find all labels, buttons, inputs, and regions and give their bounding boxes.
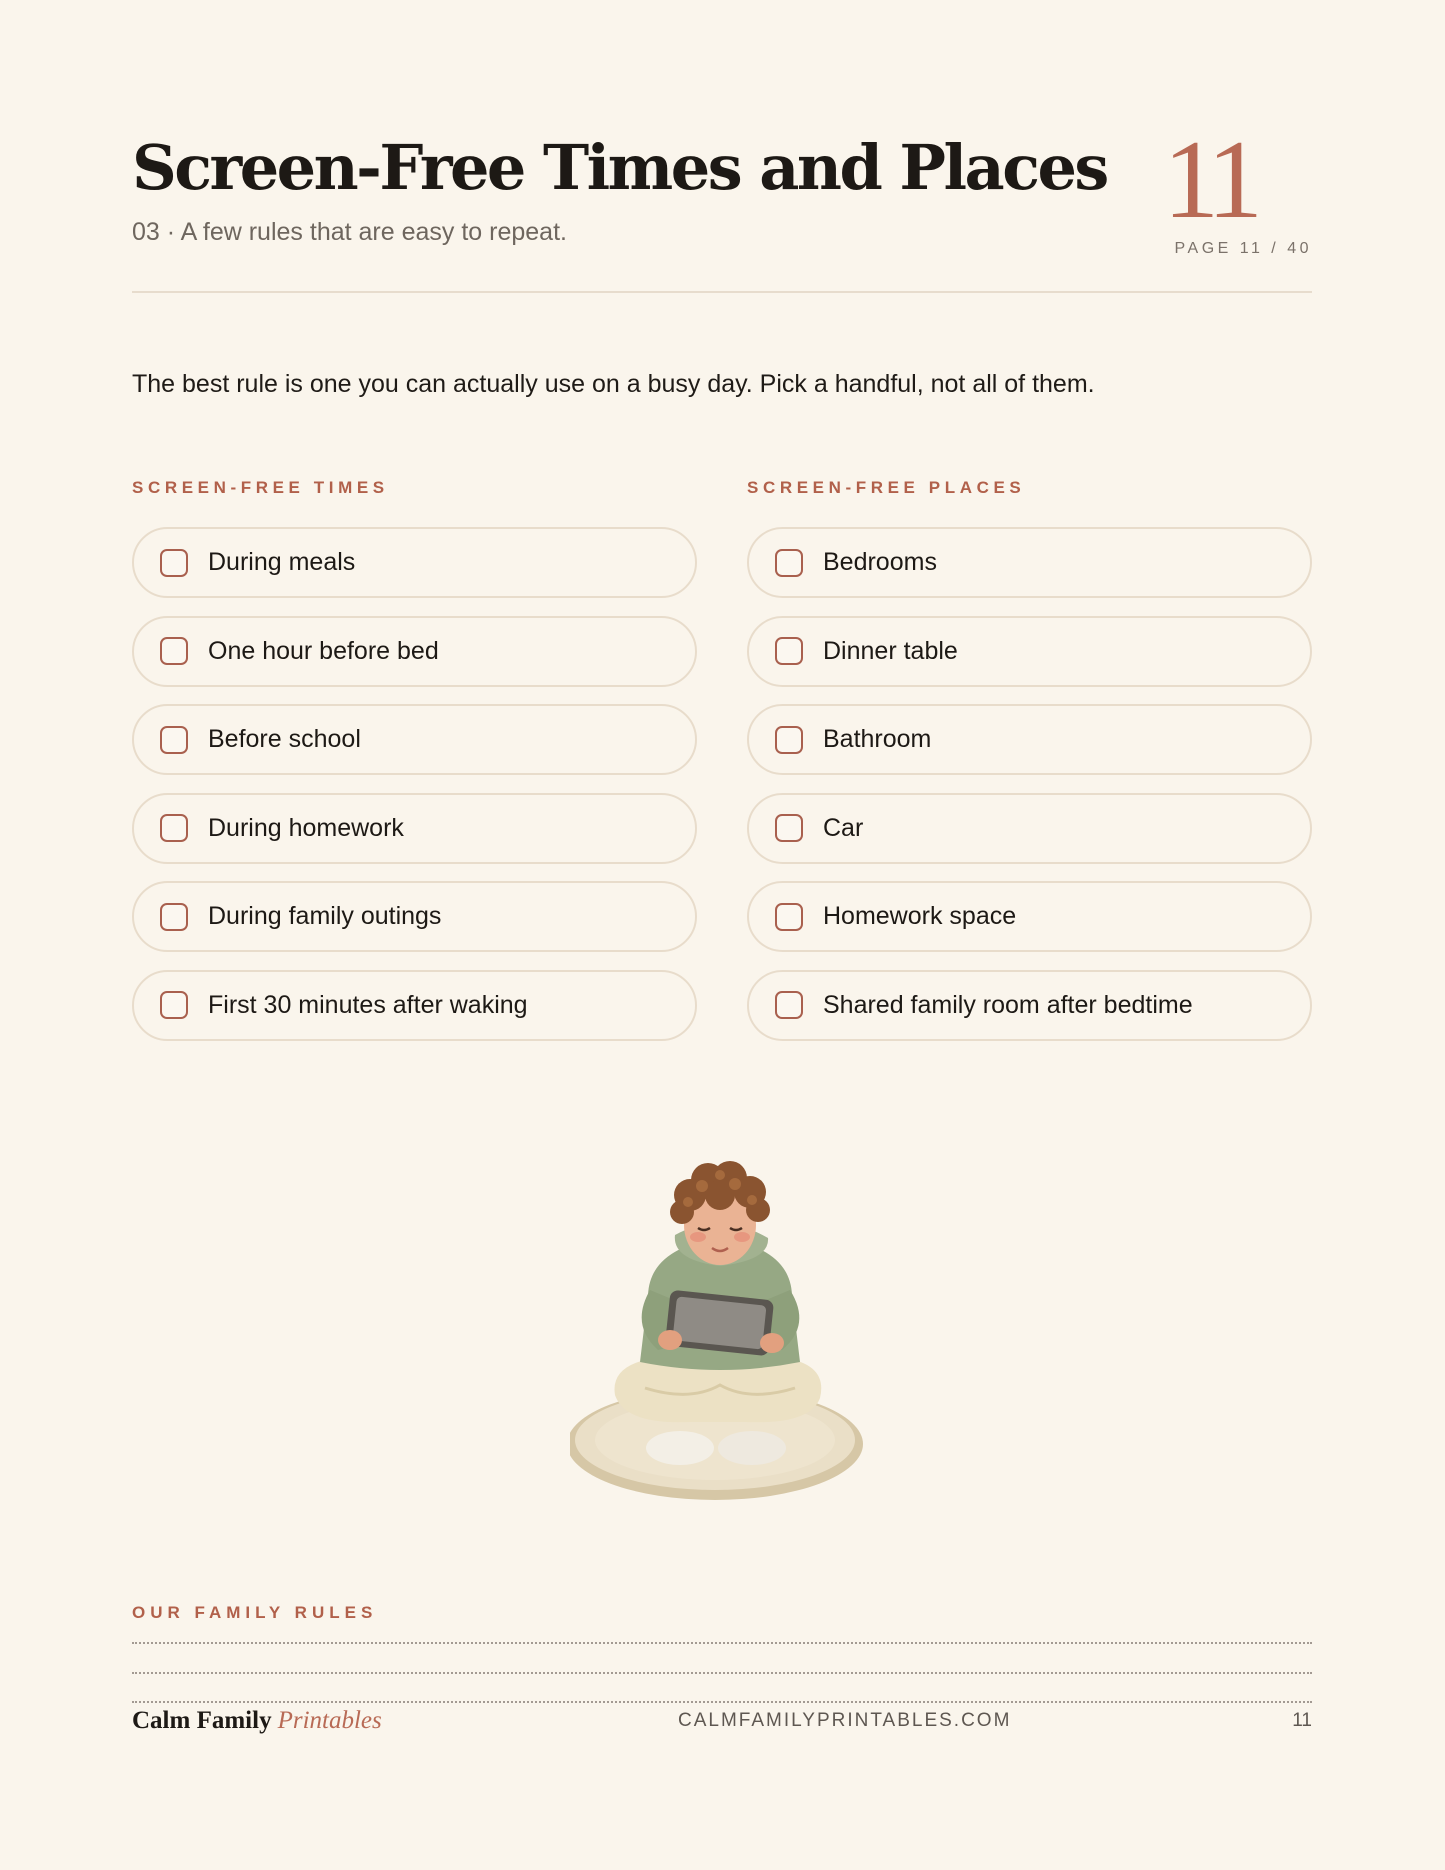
checklist-item[interactable]	[747, 616, 1312, 687]
checklist-item-label: Homework space	[823, 902, 1017, 930]
checklist-item[interactable]	[747, 704, 1312, 775]
page-big-number: 11	[1163, 118, 1255, 242]
checklist-item-label: During meals	[208, 548, 356, 576]
page-title: Screen-Free Times and Places	[132, 131, 1107, 204]
checkbox[interactable]	[775, 549, 803, 577]
checklist-item[interactable]	[747, 527, 1312, 598]
checklist-item-label: During homework	[208, 813, 404, 842]
checkbox[interactable]	[160, 991, 188, 1019]
brand-name: Calm Family	[132, 1707, 272, 1734]
checklist-item[interactable]	[132, 704, 697, 775]
checkbox[interactable]	[160, 549, 188, 577]
website-url: CALMFAMILYPRINTABLES.COM	[678, 1710, 1012, 1731]
checklist-item-label: One hour before bed	[208, 636, 439, 665]
intro-text: The best rule is one you can actually use on a busy day. Pick a handful, not all of them.	[132, 370, 1095, 398]
checkbox[interactable]	[160, 814, 188, 842]
checkbox[interactable]	[775, 637, 803, 665]
brand-accent: Printables	[277, 1707, 382, 1734]
checkbox[interactable]	[775, 814, 803, 842]
checklist-item-label: Shared family room after bedtime	[823, 990, 1193, 1019]
write-in-line[interactable]	[132, 1672, 1312, 1674]
checklist-item[interactable]	[747, 793, 1312, 864]
checklist-item-label: Bathroom	[823, 725, 932, 753]
sock-left	[646, 1431, 714, 1465]
checkbox[interactable]	[160, 637, 188, 665]
checklist-item[interactable]	[747, 970, 1312, 1041]
checkbox[interactable]	[775, 903, 803, 931]
header-divider	[132, 291, 1312, 293]
checklist-item-label: Bedrooms	[823, 548, 937, 576]
screen-free-places-heading: SCREEN-FREE PLACES	[747, 478, 1026, 497]
checklist-item-label: Before school	[208, 725, 361, 753]
checklist-item[interactable]	[132, 793, 697, 864]
checkbox[interactable]	[160, 726, 188, 754]
screen-free-times-heading: SCREEN-FREE TIMES	[132, 478, 389, 497]
checklist-item[interactable]	[132, 970, 697, 1041]
checkbox[interactable]	[775, 726, 803, 754]
family-rules-heading: OUR FAMILY RULES	[132, 1603, 378, 1622]
checklist-item-label: During family outings	[208, 902, 442, 930]
checklist-item[interactable]	[747, 881, 1312, 952]
brand-logo	[132, 1707, 382, 1735]
write-in-line[interactable]	[132, 1642, 1312, 1644]
checklist-item-label: Car	[823, 813, 864, 842]
checkbox[interactable]	[160, 903, 188, 931]
page-indicator: PAGE 11 / 40	[1174, 240, 1312, 257]
sock-right	[718, 1431, 786, 1465]
checklist-item-label: Dinner table	[823, 636, 958, 665]
child-with-tablet-illustration	[570, 1140, 880, 1520]
screen-free-times-section	[132, 477, 697, 1058]
screen-free-places-section	[747, 477, 1312, 1058]
write-in-line[interactable]	[132, 1701, 1312, 1703]
page-subtitle: 03 · A few rules that are easy to repeat.	[132, 218, 567, 246]
checklist-item[interactable]	[132, 527, 697, 598]
footer-page-number: 11	[1292, 1710, 1312, 1731]
checkbox[interactable]	[775, 991, 803, 1019]
checklist-item[interactable]	[132, 616, 697, 687]
checklist-item[interactable]	[132, 881, 697, 952]
checklist-item-label: First 30 minutes after waking	[208, 990, 528, 1019]
